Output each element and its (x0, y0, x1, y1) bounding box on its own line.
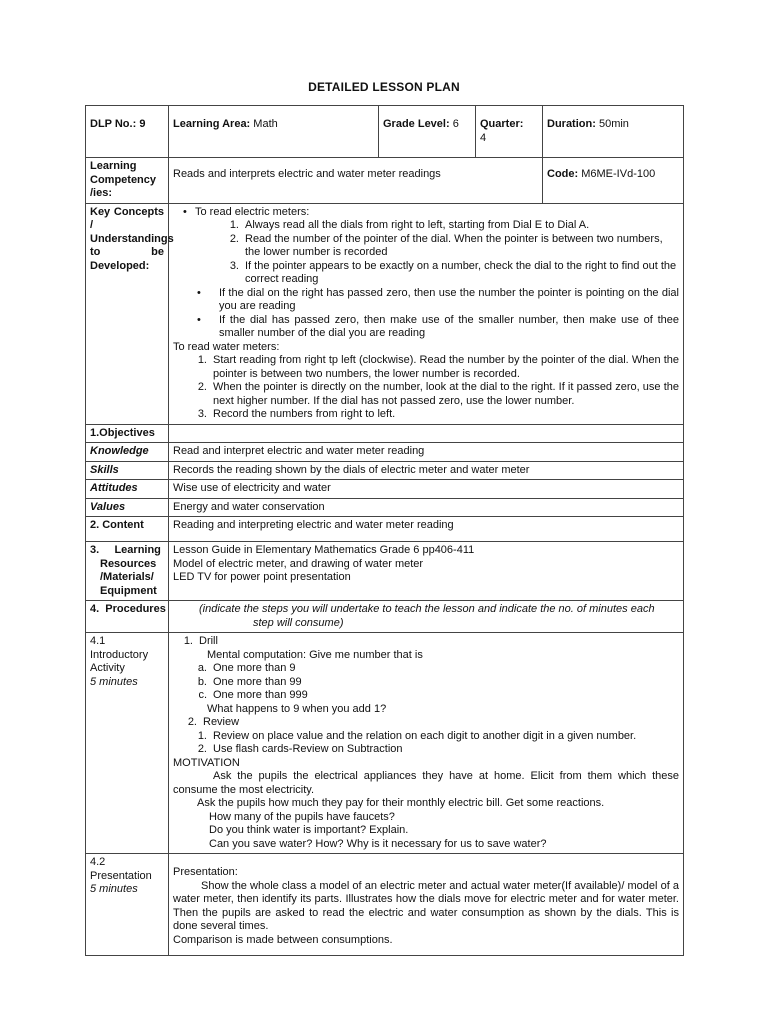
attitudes-label: Attitudes (86, 480, 169, 499)
values-text: Energy and water conservation (169, 498, 684, 517)
duration-cell (543, 106, 684, 158)
procedures-note: (indicate the steps you will undertake to teach the lesson and indicate the no. of minutes each step will consume) (169, 601, 684, 633)
grade-level-cell (379, 106, 476, 158)
list-item: • If the dial on the right has passed zero, then use the number the pointer is pointing on the dial you are reading (197, 286, 679, 312)
attitudes-text: Wise use of electricity and water (169, 480, 684, 499)
skills-row (86, 461, 684, 480)
list-item: 3. Record the numbers from right to left. (197, 408, 396, 420)
list-item: Model of electric meter, and drawing of water meter (173, 557, 424, 570)
drill-heading: 1. Drill (183, 635, 218, 647)
objectives-row (86, 424, 684, 443)
motivation-heading: MOTIVATION (173, 756, 240, 769)
content-label: 2. Content (86, 517, 169, 542)
content-row (86, 517, 684, 542)
code-label: Code: (547, 168, 579, 180)
what-text: What happens to 9 when you add 1? (207, 702, 387, 715)
procedures-label: 4. Procedures (86, 601, 169, 633)
list-item: 2. Use flash cards-Review on Subtraction (197, 743, 403, 755)
presentation-row (86, 854, 684, 956)
list-item: Lesson Guide in Elementary Mathematics Grade 6 pp406-411 (173, 544, 475, 556)
question-1: How many of the pupils have faucets? (209, 810, 395, 823)
list-item: • If the dial has passed zero, then make use of the smaller number, then make use of thee smaller number of the dial you are reading (197, 313, 679, 339)
duration-label: Duration: (547, 118, 596, 130)
attitudes-row (86, 480, 684, 499)
values-row (86, 498, 684, 517)
resources-label: 3. Learning Resources /Materials/ Equipment (86, 542, 169, 601)
resources-row (86, 542, 684, 601)
key-concepts-body (169, 203, 684, 424)
competency-text: Reads and interprets electric and water meter readings (169, 158, 543, 204)
presentation-para: Show the whole class a model of an electric meter and actual water meter(If available)/ model of a water meter, then identify its parts. Illustrates how the dials move for electric meter and for water meter. Then the pupils are asked to read the electric and water consumption as shown by the dials. This is done several times. (173, 879, 679, 932)
presentation-heading: Presentation: (173, 866, 238, 878)
intro-label: 4.1 Introductory Activity 5 minutes (86, 633, 169, 854)
comparison-text: Comparison is made between consumptions. (173, 933, 393, 946)
quarter-cell (476, 106, 543, 158)
learning-area-cell (169, 106, 379, 158)
learning-area-label: Learning Area: (173, 118, 251, 130)
code-value: M6ME-IVd-100 (581, 168, 656, 180)
skills-label: Skills (86, 461, 169, 480)
electric-steps (173, 219, 679, 287)
dlp-label: DLP No.: (90, 118, 137, 130)
question-2: Do you think water is important? Explain. (209, 824, 409, 836)
dlp-cell (86, 106, 169, 158)
list-item: 2. When the pointer is directly on the number, look at the dial to the right. If it passed zero, use the next higher number. If the dial has not passed zero, use the lower number. (197, 381, 679, 407)
competency-row (86, 158, 684, 204)
content-text: Reading and interpreting electric and water meter reading (169, 517, 684, 542)
procedures-row (86, 601, 684, 633)
grade-level-value: 6 (452, 118, 459, 130)
list-item: c. One more than 999 (198, 689, 308, 701)
duration-value: 50min (598, 118, 629, 130)
mental-text: Mental computation: Give me number that is (207, 648, 423, 661)
values-label: Values (86, 498, 169, 517)
list-item: 1. Review on place value and the relation on each digit to another digit in a given number. (197, 729, 637, 742)
electric-heading: • To read electric meters: (195, 206, 679, 220)
intro-row (86, 633, 684, 854)
key-concepts-row (86, 203, 684, 424)
page-title: DETAILED LESSON PLAN (308, 80, 460, 94)
grade-level-label: Grade Level: (383, 118, 450, 130)
quarter-value: 4 (480, 131, 487, 144)
dlp-value: 9 (139, 118, 146, 130)
knowledge-label: Knowledge (86, 443, 169, 462)
motivation-para-2: Ask the pupils how much they pay for their monthly electric bill. Get some reactions. (197, 797, 605, 809)
header-row (86, 106, 684, 158)
list-item: 1. Start reading from right tp left (clockwise). Read the number by the pointer of the dial. When the pointer is between two numbers, the lower number is recorded. (197, 354, 679, 380)
list-item: a. One more than 9 (197, 662, 296, 674)
question-3: Can you save water? How? Why is it necessary for us to save water? (209, 837, 547, 850)
list-item: b. One more than 99 (197, 675, 302, 688)
lesson-plan-table (85, 105, 684, 956)
presentation-label: 4.2 Presentation 5 minutes (86, 854, 169, 956)
resources-list (169, 542, 684, 601)
water-heading: To read water meters: (173, 340, 280, 353)
quarter-label: Quarter: (480, 118, 524, 130)
intro-body (169, 633, 684, 854)
learning-area-value: Math (253, 118, 278, 130)
list-item: 2. Read the number of the pointer of the dial. When the pointer is between two numbers, the lower number is recorded (229, 232, 663, 258)
list-item: 1. Always read all the dials from right to left, starting from Dial E to Dial A. (229, 219, 590, 231)
code-cell (543, 158, 684, 204)
knowledge-text: Read and interpret electric and water meter reading (169, 443, 684, 462)
list-item: 3. If the pointer appears to be exactly on a number, check the dial to the right to find out the correct reading (229, 259, 677, 285)
objectives-label: 1.Objectives (86, 424, 169, 443)
water-steps (173, 354, 679, 422)
skills-text: Records the reading shown by the dials of electric meter and water meter (169, 461, 684, 480)
key-concepts-label: Key Concepts / Understandings to be Developed: (86, 203, 169, 424)
review-heading: 2. Review (187, 716, 240, 728)
competency-label: Learning Competency /ies: (86, 158, 169, 204)
motivation-para-1: Ask the pupils the electrical appliances they have at home. Elicit from them which these consume the most electricity. (173, 770, 679, 796)
presentation-body (169, 854, 684, 956)
knowledge-row (86, 443, 684, 462)
list-item: LED TV for power point presentation (173, 571, 351, 583)
